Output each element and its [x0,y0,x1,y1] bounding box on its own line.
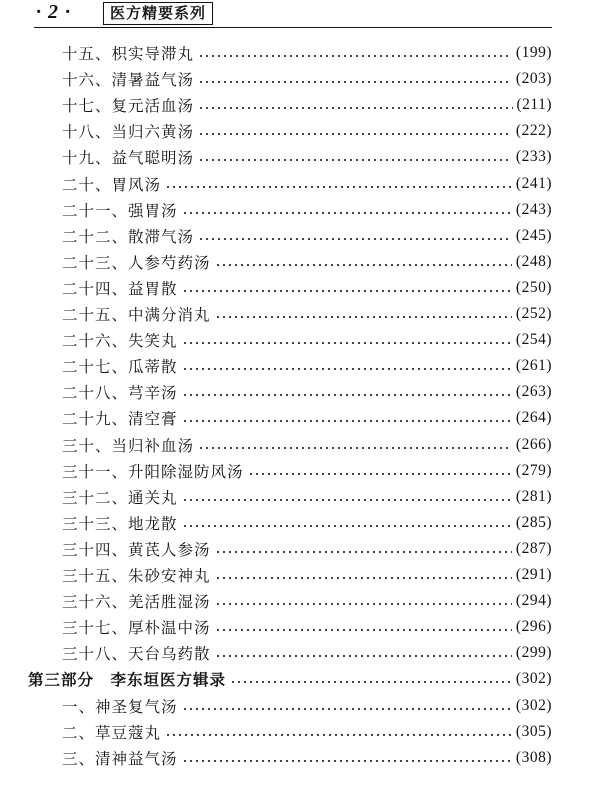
toc-entry-page: (252) [515,305,552,322]
toc-entry [62,66,552,92]
toc-entry-page: (302) [515,670,552,688]
toc-part-heading [28,666,552,692]
dot-leader [198,133,512,135]
toc-entry-title: 二十四、益胃散 [62,279,178,298]
dot-leader [182,760,512,762]
toc-entry-title: 十九、益气聪明汤 [62,149,195,168]
toc-entry [62,301,552,327]
dot-leader [215,603,512,605]
toc-entry-page: (248) [515,252,552,270]
toc-entry [62,144,552,170]
toc-entry-title: 三十三、地龙散 [62,514,178,533]
toc-entry [62,745,552,771]
toc-entry [62,327,552,353]
toc-entry-page: (243) [515,200,552,218]
toc-entry [62,614,552,640]
dot-leader [182,525,512,527]
toc-entry-page: (302) [515,696,552,714]
toc-entry-page: (305) [515,722,552,740]
toc-entry [62,432,552,458]
dot-leader [198,447,512,449]
toc-entry-title: 三十五、朱砂安神丸 [62,567,211,585]
dot-leader [182,342,512,344]
toc-entry-page: (199) [515,44,552,61]
toc-entry [62,458,552,484]
toc-entry-title: 三十六、羌活胜湿汤 [62,593,211,612]
toc-entry-title: 二十九、清空膏 [62,410,178,429]
toc-entry [62,379,552,405]
toc-entry-page: (296) [515,618,552,636]
dot-leader [248,473,512,475]
dot-leader [198,159,512,161]
toc-entry-title: 三十一、升阳除湿防风汤 [62,462,244,481]
toc-entry-title: 三十八、天台乌药散 [62,645,211,664]
toc-entry [62,405,552,431]
toc-entry-page: (263) [515,383,552,401]
dot-leader [165,186,512,188]
toc-entry-page: (261) [515,357,552,375]
toc-entry [62,562,552,588]
toc-entry [62,719,552,745]
page-number: · 2 · [36,1,71,23]
dot-leader [215,577,512,579]
dot-leader [215,551,512,553]
toc-entry-title: 二十八、芎辛汤 [62,384,178,403]
toc-entry-page: (287) [515,539,552,557]
toc-entry-page: (250) [515,278,552,296]
header-rule [34,27,552,28]
page-header [0,0,600,30]
toc-entry-title: 二十一、强胃汤 [62,201,178,220]
toc-entry-page: (233) [515,148,552,166]
toc-entry-page: (245) [515,226,552,244]
dot-leader [165,734,512,736]
toc-entry-title: 三十四、黄芪人参汤 [62,540,211,559]
toc-entry-title: 二十二、散滞气汤 [62,227,195,246]
dot-leader [230,681,512,683]
toc-entry-page: (266) [515,435,552,453]
toc-entry [62,588,552,614]
toc-entry-page: (308) [515,748,552,766]
dot-leader [182,212,512,214]
dot-leader [182,394,512,396]
toc-entry [62,536,552,562]
dot-leader [215,264,512,266]
toc-entry [62,92,552,118]
dot-leader [182,708,512,710]
toc-entry [62,118,552,144]
toc-entry-title: 一、神圣复气汤 [62,697,178,716]
toc-entry [62,249,552,275]
dot-leader [198,55,512,57]
toc-entry [62,353,552,379]
dot-leader [182,290,512,292]
toc-entry-title: 二十六、失笑丸 [62,332,178,351]
toc-entry-title: 十六、清暑益气汤 [62,71,195,90]
series-title-box: 医方精要系列 [103,2,213,25]
dot-leader [215,629,512,631]
toc-entry-title: 二、草豆蔻丸 [62,723,162,742]
dot-leader [182,420,512,422]
toc-entry [62,693,552,719]
toc-entry-page: (222) [515,122,552,140]
toc-entry [62,484,552,510]
toc-entry-title: 二十、胃风汤 [62,175,162,194]
toc-entry-page: (211) [516,96,552,114]
toc-entry [62,640,552,666]
toc-entry-page: (285) [515,513,552,531]
toc-entry-title: 十七、复元活血汤 [62,97,195,116]
toc-entry-title: 三十七、厚朴温中汤 [62,619,211,638]
toc-entry [62,197,552,223]
toc-entry [62,510,552,536]
toc-entry [62,275,552,301]
dot-leader [215,316,512,318]
toc-entry [62,40,552,66]
toc-entry-page: (279) [515,461,552,479]
toc-entry-page: (241) [515,174,552,192]
toc-entry-title: 十五、枳实导滞丸 [62,45,195,63]
toc-entry-page: (294) [515,592,552,610]
toc-entry-title: 三十二、通关丸 [62,488,178,507]
toc-entry-page: (264) [515,409,552,427]
toc-entry-title: 三十、当归补血汤 [62,436,195,455]
toc-entry-title: 十八、当归六黄汤 [62,123,195,142]
toc-entry [62,171,552,197]
toc-entry-title: 第三部分 李东垣医方辑录 [28,671,227,690]
toc-entry-title: 二十三、人参芍药汤 [62,253,211,272]
toc-entry-page: (291) [515,566,552,583]
dot-leader [182,499,512,501]
toc-entry-page: (281) [515,487,552,505]
dot-leader [182,368,512,370]
dot-leader [198,238,512,240]
dot-leader [198,107,512,109]
toc-entry [62,223,552,249]
toc-entry-page: (203) [515,70,552,88]
toc-entry-page: (299) [515,644,552,662]
dot-leader [198,81,512,83]
dot-leader [215,655,512,657]
toc-entry-title: 二十七、瓜蒂散 [62,358,178,377]
toc-entry-title: 三、清神益气汤 [62,749,178,768]
toc-entry-page: (254) [515,331,552,349]
toc-entry-title: 二十五、中满分消丸 [62,306,211,324]
